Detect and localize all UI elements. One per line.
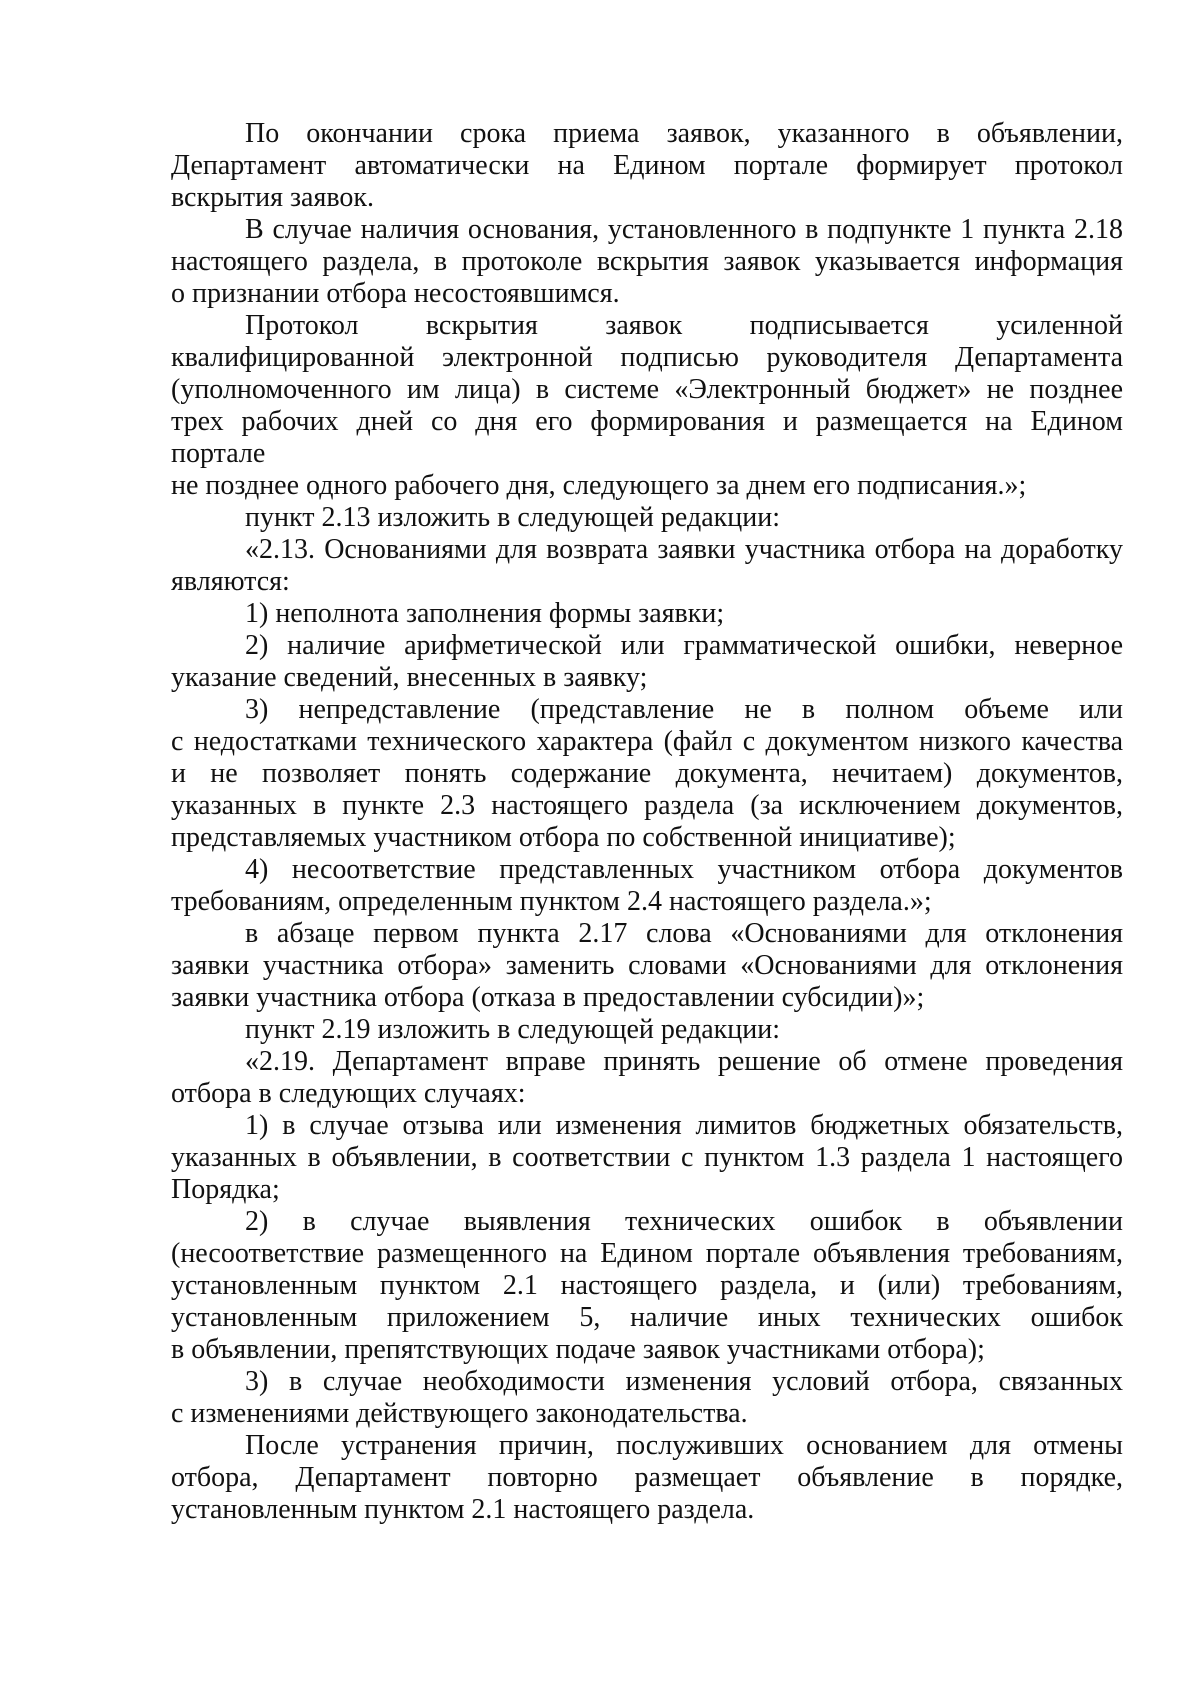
text-line: установленным приложением 5, наличие иных технических ошибок	[171, 1302, 1123, 1333]
text-line: пункт 2.19 изложить в следующей редакции:	[245, 1014, 780, 1045]
text-line: пункт 2.13 изложить в следующей редакции:	[245, 502, 780, 533]
text-line: 1) в случае отзыва или изменения лимитов бюджетных обязательств,	[245, 1110, 1123, 1141]
text-line: указание сведений, внесенных в заявку;	[171, 662, 648, 693]
text-line: с изменениями действующего законодательства.	[171, 1398, 748, 1429]
text-line: вскрытия заявок.	[171, 182, 374, 213]
text-line: в объявлении, препятствующих подаче заявок участниками отбора);	[171, 1334, 985, 1365]
text-line: установленным пунктом 2.1 настоящего раздела.	[171, 1494, 755, 1525]
text-line: представляемых участником отбора по собственной инициативе);	[171, 822, 956, 853]
text-line: квалифицированной электронной подписью руководителя Департамента	[171, 342, 1123, 373]
text-line: Департамент автоматически на Едином портале формирует протокол	[171, 150, 1123, 181]
text-line: 3) непредставление (представление не в полном объеме или	[245, 694, 1123, 725]
text-line: установленным пунктом 2.1 настоящего раздела, и (или) требованиям,	[171, 1270, 1123, 1301]
text-line: Протокол вскрытия заявок подписывается усиленной	[245, 310, 1123, 341]
text-line: указанных в объявлении, в соответствии с пунктом 1.3 раздела 1 настоящего	[171, 1142, 1123, 1173]
text-line: 2) в случае выявления технических ошибок в объявлении	[245, 1206, 1123, 1237]
text-line: являются:	[171, 566, 290, 597]
text-line: портале	[171, 438, 266, 469]
text-line: и не позволяет понять содержание документа, нечитаем) документов,	[171, 758, 1123, 789]
text-line: отбора в следующих случаях:	[171, 1078, 526, 1109]
text-line: 4) несоответствие представленных участником отбора документов	[245, 854, 1123, 885]
text-line: в абзаце первом пункта 2.17 слова «Основаниями для отклонения	[245, 918, 1123, 949]
text-line: В случае наличия основания, установленного в подпункте 1 пункта 2.18	[245, 214, 1123, 245]
text-line: заявки участника отбора (отказа в предоставлении субсидии)»;	[171, 982, 925, 1013]
text-line: «2.13. Основаниями для возврата заявки участника отбора на доработку	[245, 534, 1123, 565]
text-line: 2) наличие арифметической или грамматической ошибки, неверное	[245, 630, 1123, 661]
text-line: настоящего раздела, в протоколе вскрытия заявок указывается информация	[171, 246, 1123, 277]
text-line: 3) в случае необходимости изменения условий отбора, связанных	[245, 1366, 1123, 1397]
text-line: о признании отбора несостоявшимся.	[171, 278, 620, 309]
text-line: отбора, Департамент повторно размещает объявление в порядке,	[171, 1462, 1123, 1493]
text-line: «2.19. Департамент вправе принять решение об отмене проведения	[245, 1046, 1123, 1077]
text-line: (несоответствие размещенного на Едином портале объявления требованиям,	[171, 1238, 1123, 1269]
text-line: (уполномоченного им лица) в системе «Электронный бюджет» не позднее	[171, 374, 1123, 405]
text-line: По окончании срока приема заявок, указанного в объявлении,	[245, 118, 1123, 149]
text-line: трех рабочих дней со дня его формирования и размещается на Едином	[171, 406, 1123, 437]
text-line: требованиям, определенным пунктом 2.4 настоящего раздела.»;	[171, 886, 932, 917]
text-line: Порядка;	[171, 1174, 280, 1205]
text-line: не позднее одного рабочего дня, следующего за днем его подписания.»;	[171, 470, 1027, 501]
text-line: После устранения причин, послуживших основанием для отмены	[245, 1430, 1123, 1461]
text-line: заявки участника отбора» заменить словами «Основаниями для отклонения	[171, 950, 1123, 981]
text-line: с недостатками технического характера (файл с документом низкого качества	[171, 726, 1123, 757]
text-line: указанных в пункте 2.3 настоящего раздела (за исключением документов,	[171, 790, 1123, 821]
text-line: 1) неполнота заполнения формы заявки;	[245, 598, 725, 629]
